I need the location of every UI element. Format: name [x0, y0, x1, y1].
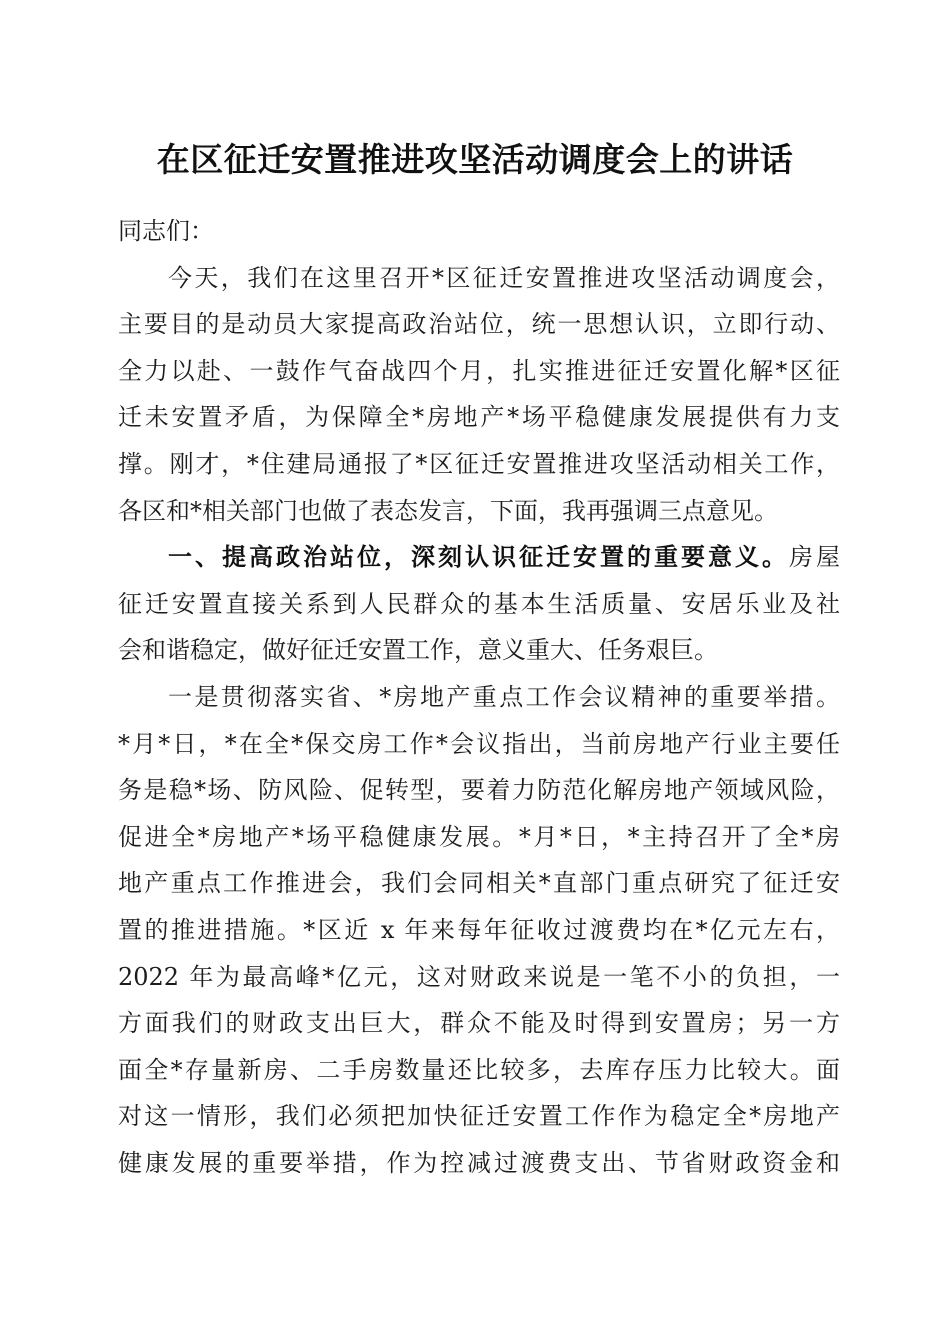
paragraph-1-line-6: 各区和*相关部门也做了表态发言，下面，我再强调三点意见。 [118, 496, 778, 525]
paragraph-3-line-7: 2022 年为最高峰*亿元，这对财政来说是一笔不小的负担，一 [118, 962, 840, 991]
paragraph-3-line-4: 促进全*房地产*场平稳健康发展。*月*日，*主持召开了全*房 [118, 822, 840, 851]
paragraph-1-line-4: 迁未安置矛盾，为保障全*房地产*场平稳健康发展提供有力支 [118, 403, 840, 432]
paragraph-3-line-3: 务是稳*场、防风险、促转型，要着力防范化解房地产领域风险， [118, 776, 840, 805]
paragraph-3-line-6: 置的推进措施。*区近 x 年来每年征收过渡费均在*亿元左右， [118, 915, 840, 944]
paragraph-2-line-1-text: 房屋 [789, 543, 840, 572]
paragraph-2-line-2: 征迁安置直接关系到人民群众的基本生活质量、安居乐业及社 [118, 589, 840, 618]
paragraph-1-line-1: 今天，我们在这里召开*区征迁安置推进攻坚活动调度会， [168, 263, 840, 292]
paragraph-2-line-3: 会和谐稳定，做好征迁安置工作，意义重大、任务艰巨。 [118, 636, 718, 665]
section-heading-1: 一、提高政治站位，深刻认识征迁安置的重要意义。 [168, 543, 789, 572]
paragraph-1-line-5: 撑。刚才，*住建局通报了*区征迁安置推进攻坚活动相关工作， [118, 449, 840, 478]
paragraph-3-line-5: 地产重点工作推进会，我们会同相关*直部门重点研究了征迁安 [118, 869, 840, 898]
paragraph-1-line-2: 主要目的是动员大家提高政治站位，统一思想认识，立即行动、 [118, 310, 840, 339]
document-body [118, 208, 840, 1186]
paragraph-3-line-10: 对这一情形，我们必须把加快征迁安置工作作为稳定全*房地产 [118, 1102, 840, 1131]
document-title: 在区征迁安置推进攻坚活动调度会上的讲话 [156, 140, 794, 179]
paragraph-3-line-11: 健康发展的重要举措，作为控减过渡费支出、节省财政资金和 [118, 1148, 840, 1177]
paragraph-3-line-8: 方面我们的财政支出巨大，群众不能及时得到安置房；另一方 [118, 1009, 840, 1038]
salutation: 同志们： [118, 217, 214, 245]
paragraph-3-line-1: 一是贯彻落实省、*房地产重点工作会议精神的重要举措。 [168, 682, 840, 711]
paragraph-3-line-2: *月*日，*在全*保交房工作*会议指出，当前房地产行业主要任 [118, 729, 840, 758]
paragraph-1-line-3: 全力以赴、一鼓作气奋战四个月，扎实推进征迁安置化解*区征 [118, 356, 840, 385]
paragraph-2-line-1 [118, 534, 840, 581]
paragraph-3-line-9: 面全*存量新房、二手房数量还比较多，去库存压力比较大。面 [118, 1055, 840, 1084]
